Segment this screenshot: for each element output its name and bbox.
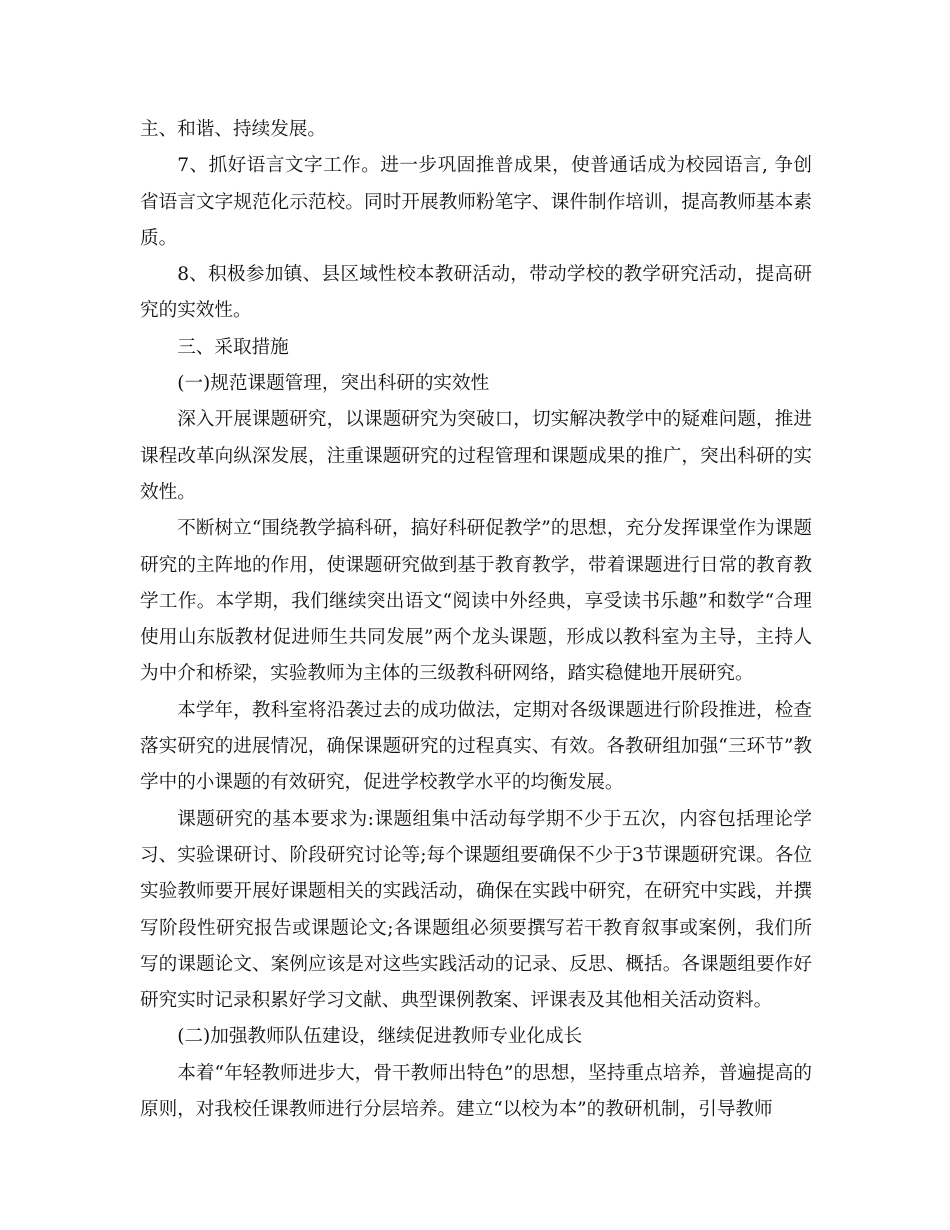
paragraph: 本学年，教科室将沿袭过去的成功做法，定期对各级课题进行阶段推进，检查落实研究的进展情况，确保课题研究的过程真实、有效。各教研组加强“三环节”教学中的小课题的有效研究，促进学校教学水平的均衡发展。 [140,699,812,794]
paragraph: 深入开展课题研究，以课题研究为突破口，切实解决教学中的疑难问题，推进课程改革向纵深发展，注重课题研究的过程管理和课题成果的推广，突出科研的实效性。 [140,409,812,503]
paragraph: 课题研究的基本要求为:课题组集中活动每学期不少于五次，内容包括理论学习、实验课研讨、阶段研究讨论等;每个课题组要确保不少于3节课题研究课。各位实验教师要开展好课题相关的实践活动，确保在实践中研究，在研究中实践，并撰写阶段性研究报告或课题论文;各课题组必须要撰写若干教育叙事或案例，我们所写的课题论文、案例应该是对这些实践活动的记录、反思、概括。各课题组要作好研究实时记录积累好学习文献、典型课例教案、评课表及其他相关活动资料。 [140,808,812,1012]
section-heading-measures: 三、采取措施 [177,336,289,358]
paragraph-item-8: 8、积极参加镇、县区域性校本教研活动，带动学校的教学研究活动，提高研究的实效性。 [140,264,812,322]
document-body [140,112,812,1128]
paragraph: 本着“年轻教师进步大，骨干教师出特色”的思想，坚持重点培养，普遍提高的原则，对我校任课教师进行分层培养。建立“以校为本”的教研机制，引导教师 [140,1062,812,1121]
subheading-topic-management: (一)规范课题管理，突出科研的实效性 [177,373,490,395]
subheading-teacher-development: (二)加强教师队伍建设，继续促进教师专业化成长 [177,1026,583,1048]
paragraph-continuation: 主、和谐、持续发展。 [140,119,326,140]
paragraph-item-7: 7、抓好语言文字工作。进一步巩固推普成果，使普通话成为校园语言, 争创省语言文字规范化示范校。同时开展教师粉笔字、课件制作培训，提高教师基本素质。 [140,155,812,249]
paragraph: 不断树立“围绕教学搞科研，搞好科研促教学”的思想，充分发挥课堂作为课题研究的主阵地的作用，使课题研究做到基于教育教学，带着课题进行日常的教育教学工作。本学期，我们继续突出语文“阅读中外经典，享受读书乐趣”和数学“合理使用山东版教材促进师生共同发展”两个龙头课题，形成以教科室为主导，主持人为中介和桥梁，实验教师为主体的三级教科研网络，踏实稳健地开展研究。 [140,518,812,685]
